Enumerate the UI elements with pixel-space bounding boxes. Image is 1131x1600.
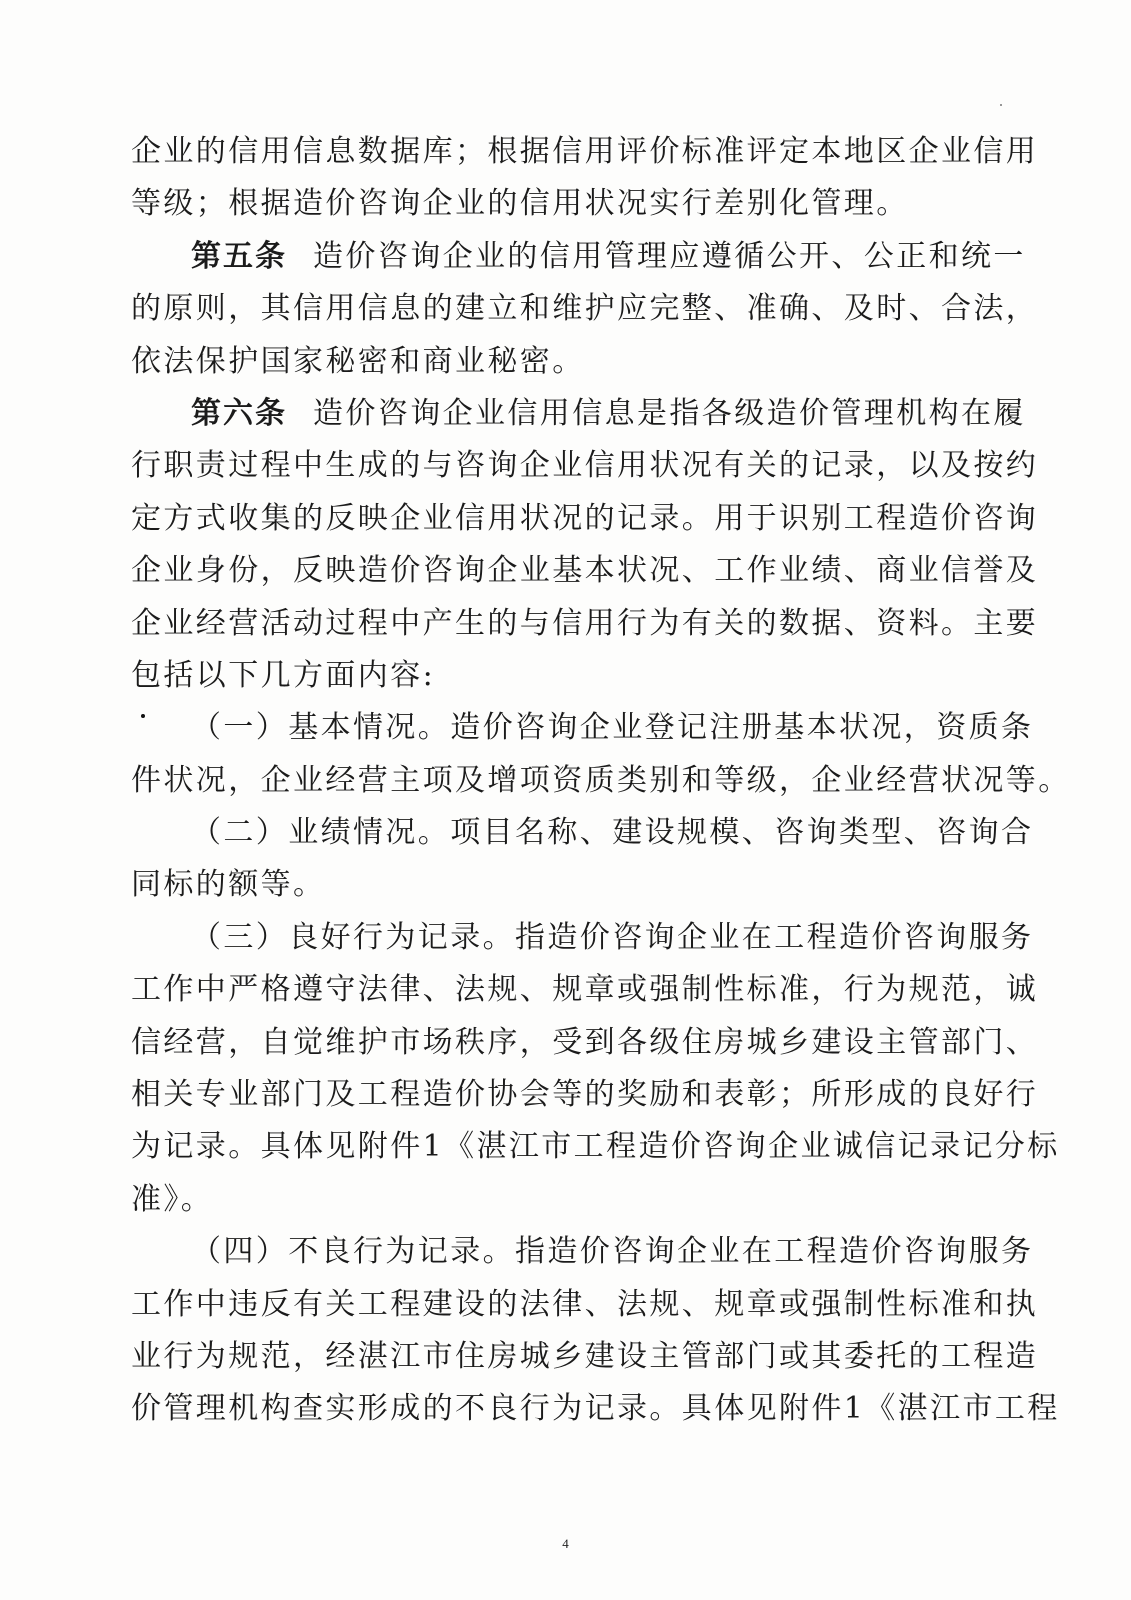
page-number: 4 <box>562 1536 569 1551</box>
scan-dot <box>141 714 145 718</box>
text-line: （三）良好行为记录。指造价咨询企业在工程造价咨询服务 <box>191 919 1034 955</box>
text-line: 为记录。具体见附件1《湛江市工程造价咨询企业诚信记录记分标 <box>131 1129 1060 1165</box>
text-line: 依法保护国家秘密和商业秘密。 <box>131 343 585 379</box>
text-line: （一）基本情况。造价咨询企业登记注册基本状况，资质条 <box>191 710 1034 746</box>
article-5-first-line <box>131 238 1026 274</box>
text-line: 企业经营活动过程中产生的与信用行为有关的数据、资料。主要 <box>131 605 1039 641</box>
text-line: 定方式收集的反映企业信用状况的记录。用于识别工程造价咨询 <box>131 500 1039 536</box>
text-line: （四）不良行为记录。指造价咨询企业在工程造价咨询服务 <box>191 1234 1034 1270</box>
text-line: 的原则，其信用信息的建立和维护应完整、准确、及时、合法， <box>131 291 1039 327</box>
text-line: 企业身份，反映造价咨询企业基本状况、工作业绩、商业信誉及 <box>131 553 1039 589</box>
scan-speck <box>1000 104 1002 106</box>
text-line: 造价咨询企业信用信息是指各级造价管理机构在履 <box>313 395 1026 431</box>
text-line: 造价咨询企业的信用管理应遵循公开、公正和统一 <box>313 238 1026 274</box>
text-line: 业行为规范，经湛江市住房城乡建设主管部门或其委托的工程造 <box>131 1338 1039 1374</box>
article-6-first-line <box>131 395 1026 431</box>
body-text <box>131 134 1071 1447</box>
text-line: 信经营，自觉维护市场秩序，受到各级住房城乡建设主管部门、 <box>131 1024 1039 1060</box>
text-line: 工作中严格遵守法律、法规、规章或强制性标准，行为规范，诚 <box>131 972 1039 1008</box>
text-line: 企业的信用信息数据库；根据信用评价标准评定本地区企业信用 <box>131 134 1039 169</box>
text-line: 相关专业部门及工程造价协会等的奖励和表彰；所形成的良好行 <box>131 1077 1039 1113</box>
article-5-heading: 第五条 <box>191 238 287 274</box>
text-line: 准》。 <box>131 1181 214 1217</box>
text-line: 行职责过程中生成的与咨询企业信用状况有关的记录，以及按约 <box>131 448 1039 484</box>
article-6-heading: 第六条 <box>191 395 287 431</box>
text-line: 包括以下几方面内容: <box>131 657 436 693</box>
text-line: 等级；根据造价咨询企业的信用状况实行差别化管理。 <box>131 186 909 222</box>
text-line: （二）业绩情况。项目名称、建设规模、咨询类型、咨询合 <box>191 815 1034 851</box>
text-line: 同标的额等。 <box>131 867 326 903</box>
text-line: 件状况，企业经营主项及增项资质类别和等级，企业经营状况等。 <box>131 762 1071 798</box>
text-line: 价管理机构查实形成的不良行为记录。具体见附件1《湛江市工程 <box>131 1391 1060 1427</box>
text-line: 工作中违反有关工程建设的法律、法规、规章或强制性标准和执 <box>131 1286 1039 1322</box>
